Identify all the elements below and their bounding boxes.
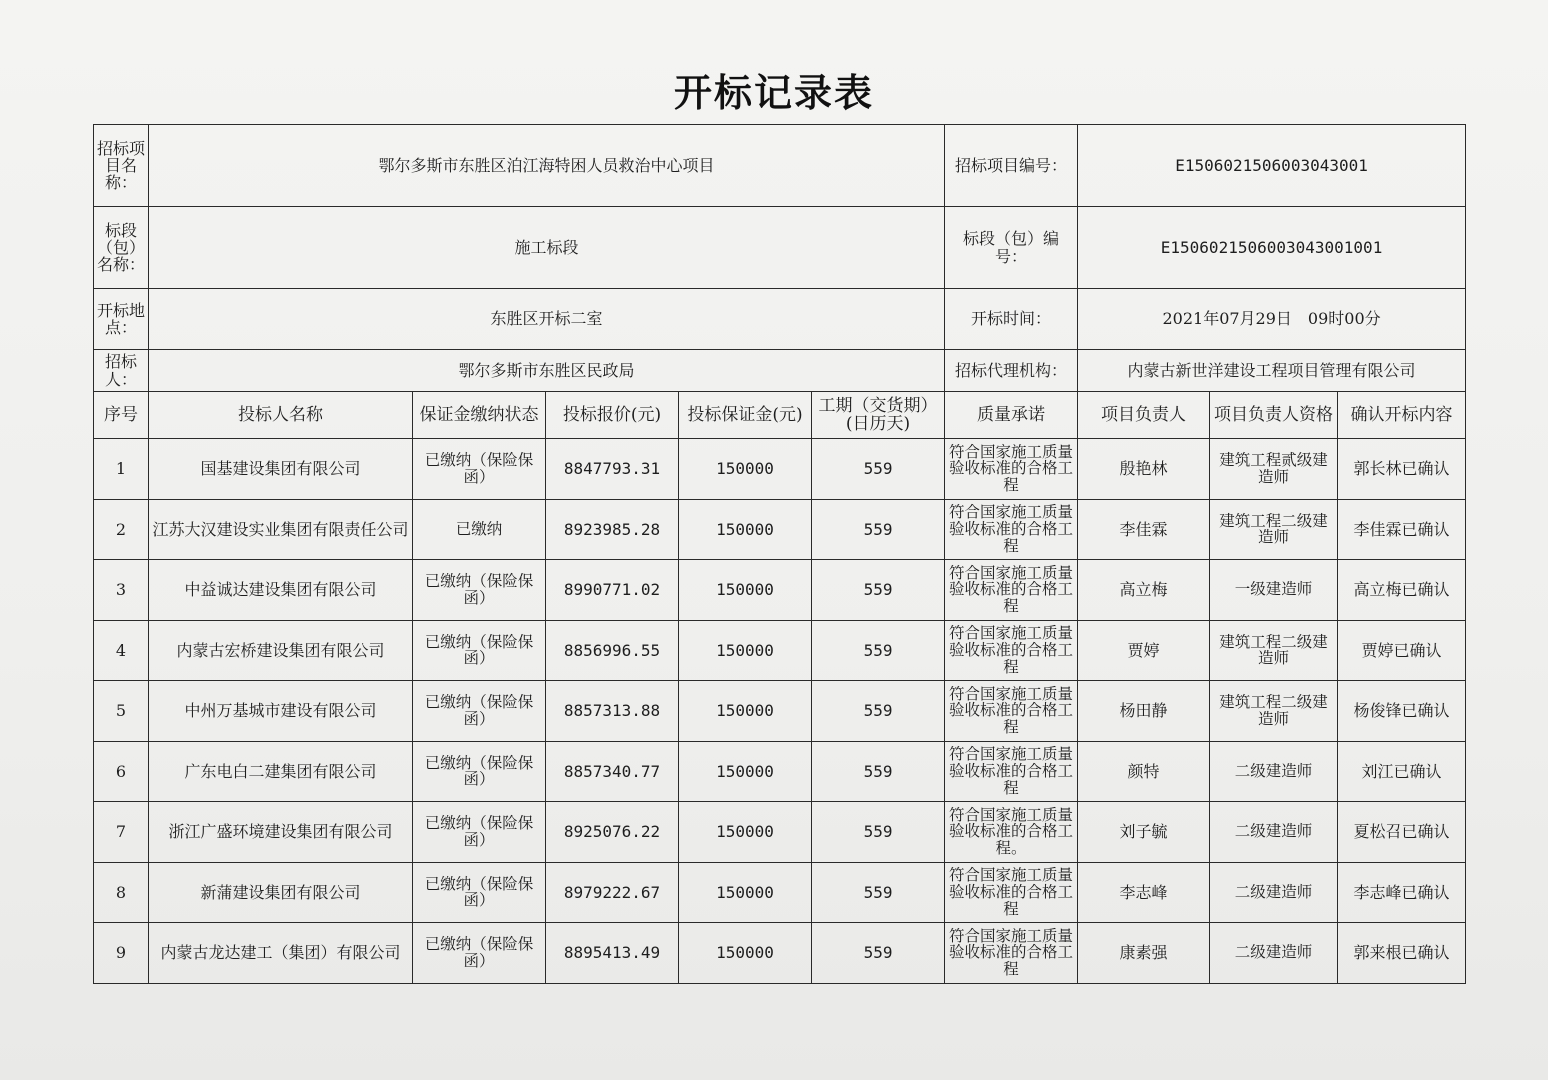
row-no: 3 bbox=[94, 560, 149, 621]
bid-price: 8857313.88 bbox=[546, 681, 679, 742]
bidder-name: 江苏大汉建设实业集团有限责任公司 bbox=[149, 499, 413, 560]
row-no: 1 bbox=[94, 439, 149, 500]
col-header-deposit-status: 保证金缴纳状态 bbox=[413, 392, 546, 439]
info-row-section bbox=[94, 207, 1466, 289]
bid-guarantee: 150000 bbox=[679, 681, 812, 742]
project-no-value: E1506021506003043001 bbox=[1078, 125, 1466, 207]
confirmation: 贾婷已确认 bbox=[1338, 620, 1466, 681]
bidder-name: 内蒙古龙达建工（集团）有限公司 bbox=[149, 923, 413, 984]
section-name-value: 施工标段 bbox=[149, 207, 945, 289]
bidder-name: 内蒙古宏桥建设集团有限公司 bbox=[149, 620, 413, 681]
manager-qualification: 一级建造师 bbox=[1210, 560, 1338, 621]
tenderer-value: 鄂尔多斯市东胜区民政局 bbox=[149, 350, 945, 392]
manager-qualification: 建筑工程二级建造师 bbox=[1210, 620, 1338, 681]
table-row bbox=[94, 560, 1466, 621]
info-row-location bbox=[94, 289, 1466, 350]
info-row-project bbox=[94, 125, 1466, 207]
col-header-qualification: 项目负责人资格 bbox=[1210, 392, 1338, 439]
construction-period: 559 bbox=[812, 862, 945, 923]
bid-guarantee: 150000 bbox=[679, 620, 812, 681]
table-row bbox=[94, 862, 1466, 923]
bidder-name: 新蒲建设集团有限公司 bbox=[149, 862, 413, 923]
deposit-status: 已缴纳（保险保函） bbox=[413, 560, 546, 621]
quality-commitment: 符合国家施工质量验收标准的合格工程 bbox=[945, 741, 1078, 802]
construction-period: 559 bbox=[812, 439, 945, 500]
project-manager: 贾婷 bbox=[1078, 620, 1210, 681]
section-no-label: 标段（包）编号： bbox=[945, 207, 1078, 289]
confirmation: 郭来根已确认 bbox=[1338, 923, 1466, 984]
construction-period: 559 bbox=[812, 923, 945, 984]
row-no: 7 bbox=[94, 802, 149, 863]
deposit-status: 已缴纳（保险保函） bbox=[413, 620, 546, 681]
row-no: 9 bbox=[94, 923, 149, 984]
bidder-name: 浙江广盛环境建设集团有限公司 bbox=[149, 802, 413, 863]
deposit-status: 已缴纳（保险保函） bbox=[413, 923, 546, 984]
document-title: 开标记录表 bbox=[673, 71, 874, 115]
bid-price: 8923985.28 bbox=[546, 499, 679, 560]
construction-period: 559 bbox=[812, 681, 945, 742]
quality-commitment: 符合国家施工质量验收标准的合格工程 bbox=[945, 681, 1078, 742]
bid-price: 8856996.55 bbox=[546, 620, 679, 681]
quality-commitment: 符合国家施工质量验收标准的合格工程 bbox=[945, 620, 1078, 681]
bidder-name: 广东电白二建集团有限公司 bbox=[149, 741, 413, 802]
bidder-name: 国基建设集团有限公司 bbox=[149, 439, 413, 500]
tenderer-label: 招标人： bbox=[94, 350, 149, 392]
project-manager: 李志峰 bbox=[1078, 862, 1210, 923]
bid-price: 8847793.31 bbox=[546, 439, 679, 500]
manager-qualification: 建筑工程二级建造师 bbox=[1210, 681, 1338, 742]
bid-guarantee: 150000 bbox=[679, 802, 812, 863]
project-no-label: 招标项目编号： bbox=[945, 125, 1078, 207]
time-value: 2021年07月29日 09时00分 bbox=[1078, 289, 1466, 350]
bid-guarantee: 150000 bbox=[679, 560, 812, 621]
manager-qualification: 二级建造师 bbox=[1210, 923, 1338, 984]
column-header-row bbox=[94, 392, 1466, 439]
bid-price: 8979222.67 bbox=[546, 862, 679, 923]
bidder-name: 中州万基城市建设有限公司 bbox=[149, 681, 413, 742]
bid-guarantee: 150000 bbox=[679, 862, 812, 923]
confirmation: 李志峰已确认 bbox=[1338, 862, 1466, 923]
table-row bbox=[94, 802, 1466, 863]
agency-label: 招标代理机构： bbox=[945, 350, 1078, 392]
col-header-quality: 质量承诺 bbox=[945, 392, 1078, 439]
bid-price: 8925076.22 bbox=[546, 802, 679, 863]
confirmation: 夏松召已确认 bbox=[1338, 802, 1466, 863]
confirmation: 杨俊锋已确认 bbox=[1338, 681, 1466, 742]
deposit-status: 已缴纳（保险保函） bbox=[413, 681, 546, 742]
table-row bbox=[94, 741, 1466, 802]
section-name-label: 标段（包）名称： bbox=[94, 207, 149, 289]
deposit-status: 已缴纳 bbox=[413, 499, 546, 560]
construction-period: 559 bbox=[812, 741, 945, 802]
deposit-status: 已缴纳（保险保函） bbox=[413, 862, 546, 923]
project-manager: 刘子毓 bbox=[1078, 802, 1210, 863]
row-no: 4 bbox=[94, 620, 149, 681]
location-value: 东胜区开标二室 bbox=[149, 289, 945, 350]
project-manager: 李佳霖 bbox=[1078, 499, 1210, 560]
col-header-period: 工期（交货期）(日历天) bbox=[812, 392, 945, 439]
row-no: 6 bbox=[94, 741, 149, 802]
confirmation: 郭长林已确认 bbox=[1338, 439, 1466, 500]
deposit-status: 已缴纳（保险保函） bbox=[413, 741, 546, 802]
bid-price: 8895413.49 bbox=[546, 923, 679, 984]
construction-period: 559 bbox=[812, 802, 945, 863]
confirmation: 李佳霖已确认 bbox=[1338, 499, 1466, 560]
quality-commitment: 符合国家施工质量验收标准的合格工程 bbox=[945, 560, 1078, 621]
confirmation: 高立梅已确认 bbox=[1338, 560, 1466, 621]
manager-qualification: 二级建造师 bbox=[1210, 862, 1338, 923]
project-manager: 颜特 bbox=[1078, 741, 1210, 802]
location-label: 开标地点： bbox=[94, 289, 149, 350]
project-name-label: 招标项目名称： bbox=[94, 125, 149, 207]
col-header-confirm: 确认开标内容 bbox=[1338, 392, 1466, 439]
table-row bbox=[94, 499, 1466, 560]
row-no: 8 bbox=[94, 862, 149, 923]
quality-commitment: 符合国家施工质量验收标准的合格工程 bbox=[945, 923, 1078, 984]
manager-qualification: 建筑工程贰级建造师 bbox=[1210, 439, 1338, 500]
confirmation: 刘江已确认 bbox=[1338, 741, 1466, 802]
bid-guarantee: 150000 bbox=[679, 439, 812, 500]
quality-commitment: 符合国家施工质量验收标准的合格工程 bbox=[945, 862, 1078, 923]
bid-guarantee: 150000 bbox=[679, 923, 812, 984]
project-manager: 殷艳林 bbox=[1078, 439, 1210, 500]
agency-value: 内蒙古新世洋建设工程项目管理有限公司 bbox=[1078, 350, 1466, 392]
col-header-guarantee: 投标保证金(元) bbox=[679, 392, 812, 439]
quality-commitment: 符合国家施工质量验收标准的合格工程。 bbox=[945, 802, 1078, 863]
project-manager: 高立梅 bbox=[1078, 560, 1210, 621]
table-row bbox=[94, 681, 1466, 742]
bid-price: 8857340.77 bbox=[546, 741, 679, 802]
col-header-price: 投标报价(元) bbox=[546, 392, 679, 439]
info-row-tenderer bbox=[94, 350, 1466, 392]
table-row bbox=[94, 439, 1466, 500]
quality-commitment: 符合国家施工质量验收标准的合格工程 bbox=[945, 499, 1078, 560]
project-name-value: 鄂尔多斯市东胜区泊江海特困人员救治中心项目 bbox=[149, 125, 945, 207]
manager-qualification: 建筑工程二级建造师 bbox=[1210, 499, 1338, 560]
construction-period: 559 bbox=[812, 560, 945, 621]
table-row bbox=[94, 620, 1466, 681]
deposit-status: 已缴纳（保险保函） bbox=[413, 802, 546, 863]
row-no: 2 bbox=[94, 499, 149, 560]
project-manager: 康素强 bbox=[1078, 923, 1210, 984]
bid-rows bbox=[94, 439, 1466, 984]
bidder-name: 中益诚达建设集团有限公司 bbox=[149, 560, 413, 621]
manager-qualification: 二级建造师 bbox=[1210, 741, 1338, 802]
bid-guarantee: 150000 bbox=[679, 499, 812, 560]
construction-period: 559 bbox=[812, 620, 945, 681]
manager-qualification: 二级建造师 bbox=[1210, 802, 1338, 863]
row-no: 5 bbox=[94, 681, 149, 742]
bid-guarantee: 150000 bbox=[679, 741, 812, 802]
section-no-value: E1506021506003043001001 bbox=[1078, 207, 1466, 289]
time-label: 开标时间： bbox=[945, 289, 1078, 350]
table-row bbox=[94, 923, 1466, 984]
deposit-status: 已缴纳（保险保函） bbox=[413, 439, 546, 500]
col-header-bidder: 投标人名称 bbox=[149, 392, 413, 439]
bid-price: 8990771.02 bbox=[546, 560, 679, 621]
col-header-manager: 项目负责人 bbox=[1078, 392, 1210, 439]
construction-period: 559 bbox=[812, 499, 945, 560]
quality-commitment: 符合国家施工质量验收标准的合格工程 bbox=[945, 439, 1078, 500]
project-manager: 杨田静 bbox=[1078, 681, 1210, 742]
col-header-no: 序号 bbox=[94, 392, 149, 439]
bid-opening-table bbox=[93, 124, 1466, 984]
